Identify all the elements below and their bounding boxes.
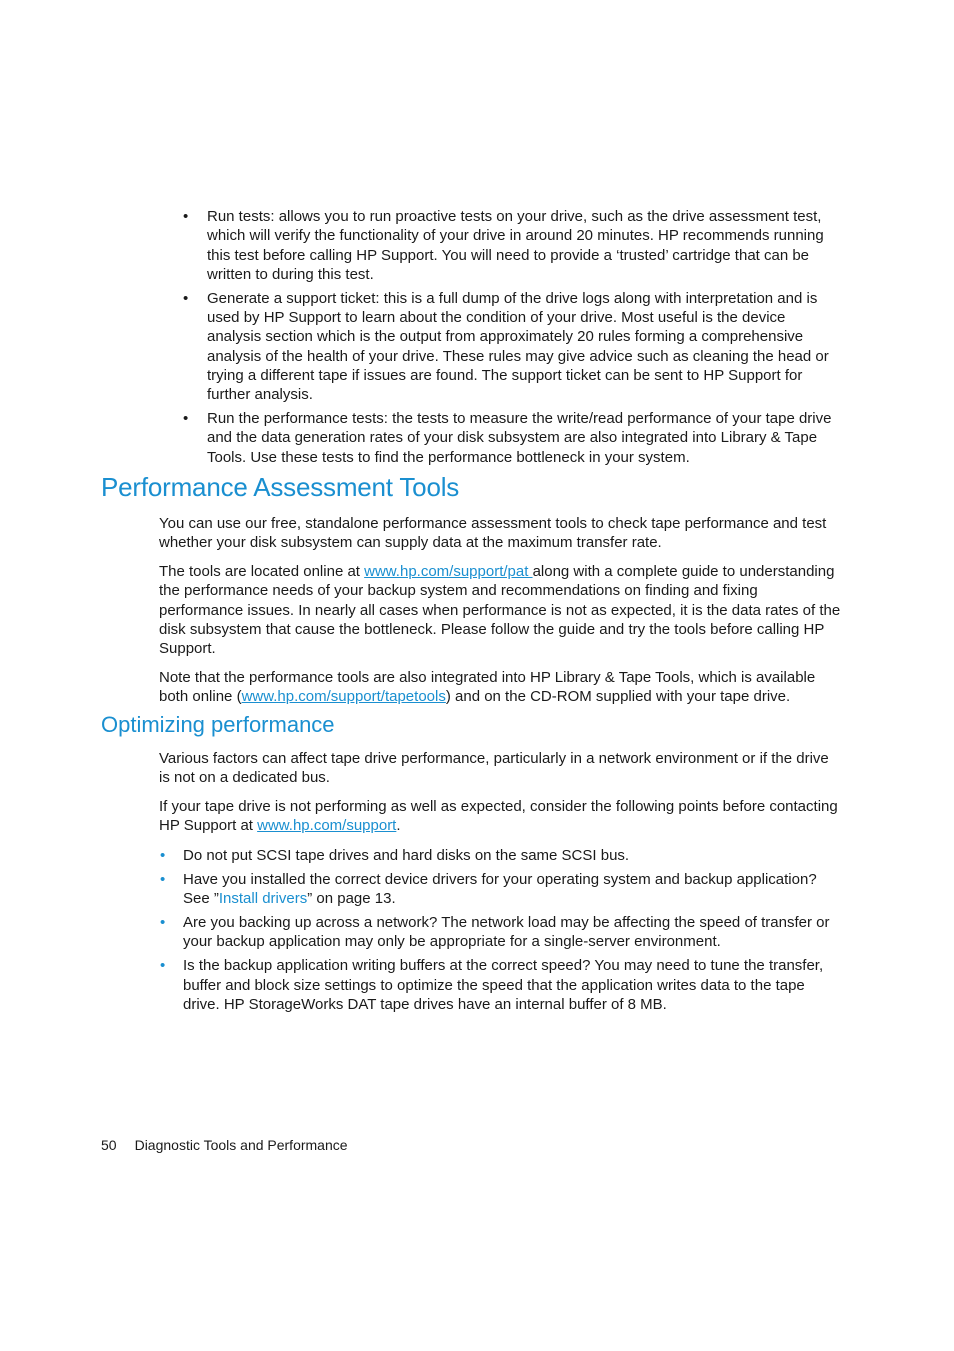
paragraph-text: . [396,817,401,835]
page-number: 50 [101,1137,117,1153]
pat-link[interactable]: www.hp.com/support/pat [364,563,533,580]
list-item-text: Generate a support ticket: this is a full dump of the drive logs along with interpretation and is used by HP Support to learn about the condition of your drive. Most useful is the device analysis section which is the output from approximately 20 rules forming a comprehensive analysis of the health of your drive. These rules may give advice such as cleaning the head or trying a different tape if issues are found. The support ticket can be sent to HP Support for further analysis. [207,289,829,404]
subsection-paragraph-1: Various factors can affect tape drive performance, particularly in a network environment or if the drive is not on a dedicated bus. [159,750,829,787]
top-bullet-list [183,207,843,472]
section-paragraph-2 [159,562,843,658]
list-item [159,870,843,909]
subsection-paragraph-2 [159,797,843,836]
paragraph-text: Note that the performance tools are also integrated into HP Library & Tape Tools, which is available both online ( [159,669,816,706]
install-drivers-link[interactable]: Install drivers [218,890,308,908]
list-item [183,207,843,284]
list-item [183,289,843,405]
optimizing-bullet-list [159,846,843,1019]
chapter-title: Diagnostic Tools and Performance [134,1137,348,1153]
bullet-icon: • [160,847,166,864]
list-item-text: Do not put SCSI tape drives and hard disks on the same SCSI bus. [183,847,630,864]
bullet-icon: • [160,870,166,888]
page-footer [101,1137,348,1153]
paragraph-text: ) and on the CD-ROM supplied with your tape drive. [445,688,791,706]
bullet-icon: • [160,957,166,975]
list-item-text: Are you backing up across a network? The network load may be affecting the speed of transfer or your backup application may only be appropriate for a single-server environment. [183,914,830,951]
list-item-text: Run the performance tests: the tests to measure the write/read performance of your tape drive and the data generation rates of your disk subsystem are also integrated into Library & Tape Tools. Use these tests to find the performance bottleneck in your system. [207,410,832,466]
list-item [159,913,843,952]
list-item-text-part: Have you installed the correct device drivers for your operating system and backup application? See ” [183,870,817,908]
list-item-text-part: ” on page 13. [307,890,396,908]
paragraph-text: The tools are located online at [159,563,365,580]
section-paragraph-3 [159,668,843,707]
bullet-icon: • [183,410,189,428]
subsection-heading: Optimizing performance [101,712,335,737]
list-item [159,956,843,1014]
bullet-icon: • [160,914,166,932]
list-item-text: Is the backup application writing buffers at the correct speed? You may need to tune the transfer, buffer and block size settings to optimize the speed that the application writes data to the tape drive. HP StorageWorks DAT tape drives have an internal buffer of 8 MB. [183,957,824,1013]
section-heading: Performance Assessment Tools [101,472,460,502]
bullet-icon: • [183,289,189,307]
list-item [159,846,843,865]
support-link[interactable]: www.hp.com/support [257,817,397,835]
tapetools-link[interactable]: www.hp.com/support/tapetools [241,688,446,706]
paragraph-text: along with a complete guide to understanding the performance needs of your backup system and recommendations on finding and fixing performance issues. In nearly all cases when performance is not as expected, it is the data rates of the disk subsystem that cause the bottleneck. Please follow the guide and try the tools before calling HP Support. [159,563,841,658]
list-item [183,409,843,467]
list-item-text: Run tests: allows you to run proactive tests on your drive, such as the drive assessment test, which will verify the functionality of your drive in around 20 minutes. HP recommends running this test before calling HP Support. You will need to provide a ‘trusted’ cartridge that can be written to during this test. [207,208,824,283]
paragraph-text: If your tape drive is not performing as well as expected, consider the following points before contacting HP Support at [159,798,838,835]
section-paragraph-1: You can use our free, standalone performance assessment tools to check tape performance and test whether your disk subsystem can supply data at the maximum transfer rate. [159,515,827,552]
list-item-text [183,871,817,907]
bullet-icon: • [183,208,189,225]
